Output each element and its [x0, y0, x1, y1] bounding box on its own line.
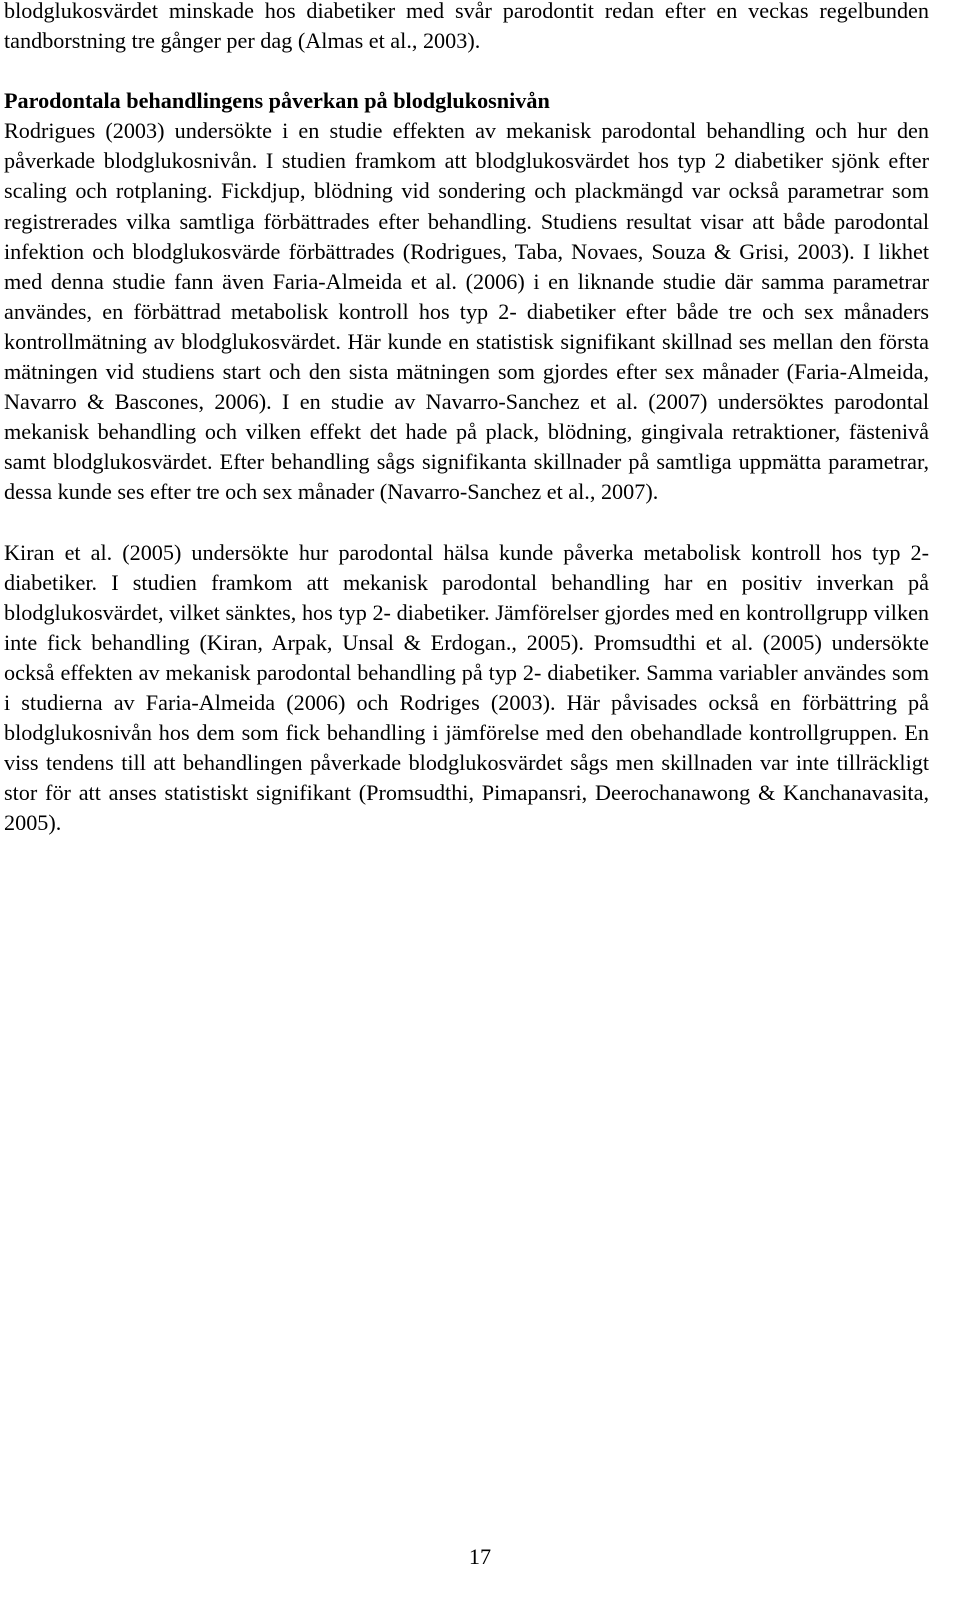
body-paragraph-kiran: Kiran et al. (2005) undersökte hur parodontal hälsa kunde påverka metabolisk kontroll hos typ 2- diabetiker. I studien framkom att mekanisk parodontal behandling har en positiv inverkan på blodglukosvärdet, vilket sänktes, hos typ 2- diabetiker. Jämförelser gjordes med en kontrollgrupp vilken inte fick behandling (Kiran, Arpak, Unsal & Erdogan., 2005). Promsudthi et al. (2005) undersökte också effekten av mekanisk parodontal behandling på typ 2- diabetiker. Samma variabler användes som i studierna av Faria-Almeida (2006) och Rodriges (2003). Här påvisades också en förbättring på blodglukosnivån hos dem som fick behandling i jämförelse med den obehandlade kontrollgruppen. En viss tendens till att behandlingen påverkade blodglukosvärdet sågs men skillnaden var inte tillräckligt stor för att anses statistiskt signifikant (Promsudthi, Pimapansri, Deerochanawong & Kanchanavasita, 2005).	[4, 539, 929, 836]
document-body	[4, 0, 929, 838]
paragraph-spacer	[4, 508, 929, 538]
section-heading: Parodontala behandlingens påverkan på blodglukosnivån	[4, 88, 550, 114]
body-paragraph-rodrigues: Rodrigues (2003) undersökte i en studie effekten av mekanisk parodontal behandling och hur den påverkade blodglukosnivån. I studien framkom att blodglukosvärdet hos typ 2 diabetiker sjönk efter scaling och rotplaning. Fickdjup, blödning vid sondering och plackmängd var också parametrar som registrerades vilka samtliga förbättrades efter behandling. Studiens resultat visar att både parodontal infektion och blodglukosvärde förbättrades (Rodrigues, Taba, Novaes, Souza & Grisi, 2003). I likhet med denna studie fann även Faria-Almeida et al. (2006) i en liknande studie där samma parametrar användes, en förbättrad metabolisk kontroll hos typ 2- diabetiker efter både tre och sex månaders kontrollmätning av blodglukosvärdet. Här kunde en statistisk signifikant skillnad ses mellan den första mätningen vid studiens start och den sista mätningen som gjordes efter sex månader (Faria-Almeida, Navarro & Bascones, 2006). I en studie av Navarro-Sanchez et al. (2007) undersöktes parodontal mekanisk behandling och vilken effekt det hade på plack, blödning, gingivala retraktioner, fästenivå samt blodglukosvärdet. Efter behandling sågs signifikanta skillnader på samtliga uppmätta parametrar, dessa kunde ses efter tre och sex månader (Navarro-Sanchez et al., 2007).	[4, 118, 929, 505]
intro-paragraph: blodglukosvärdet minskade hos diabetiker med svår parodontit redan efter en veckas regelbunden tandborstning tre gånger per dag (Almas et al., 2003).	[4, 0, 929, 54]
page-number: 17	[468, 1544, 492, 1569]
paragraph-spacer	[4, 56, 929, 86]
